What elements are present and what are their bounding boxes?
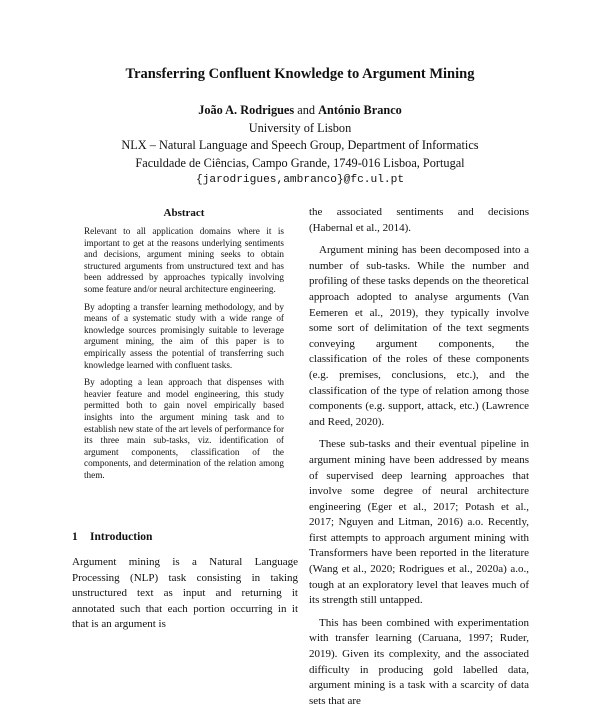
affiliation-university: University of Lisbon bbox=[248, 120, 352, 135]
right-paragraph-3: This has been combined with experimentation with transfer learning (Caruana, 1997; Ruder, 2019). Given its complexity, and the associated difficulty in producing gold labelled data, argument mining is a task with a scarcity of data sets that are bbox=[309, 616, 529, 707]
abstract-body bbox=[84, 226, 284, 487]
author-2: António Branco bbox=[318, 103, 402, 117]
author-conjunction: and bbox=[297, 103, 316, 117]
right-paragraph-2: These sub-tasks and their eventual pipeline in argument mining have been addressed by means of supervised deep learning approaches that involve some degree of neural architecture engineering (Eger et al., 2017; Potash et al., 2017; Nguyen and Litman, 2016) a.o. Recently, first attempts to approach argument mining with Transformers have been reported in the literature (Wang et al., 2020; Rodrigues et al., 2020a) a.o., tough at an exploratory level that leaves much of its strength still untapped. bbox=[309, 438, 529, 607]
author-email: {jarodrigues,ambranco}@fc.ul.pt bbox=[195, 174, 405, 186]
section-number: 1 bbox=[72, 531, 78, 543]
paper-title: Transferring Confluent Knowledge to Argument Mining bbox=[125, 66, 475, 82]
affiliation-address: Faculdade de Ciências, Campo Grande, 1749-016 Lisboa, Portugal bbox=[135, 155, 465, 170]
section-title: Introduction bbox=[90, 531, 153, 543]
author-block bbox=[0, 102, 600, 190]
author-names bbox=[0, 102, 600, 120]
abstract-paragraph-1: Relevant to all application domains where it is important to get at the reasons underlying sentiments and decisions, argument mining seeks to obtain structured arguments from unstructured text and has been addressed by approaches typically involving some feature and/or neural architecture engineering. bbox=[84, 226, 284, 294]
abstract-paragraph-3: By adopting a lean approach that dispenses with heavier feature and model engineering, this study permitted both to gain novel empirically based insights into the argument mining task and to establish new state of the art levels of performance for its three main sub-tasks, viz. identification of argument components, classification of the components, and determination of the relation among them. bbox=[84, 377, 284, 480]
abstract-paragraph-2: By adopting a transfer learning methodology, and by means of a systematic study with a wide range of knowledge sources promisingly suitable to leverage argument mining, the aim of this paper is to empirically assess the potential of transferring such knowledge learned with confluent tasks. bbox=[84, 301, 284, 370]
section-heading-introduction bbox=[72, 531, 152, 543]
author-1: João A. Rodrigues bbox=[198, 103, 295, 117]
right-paragraph-1: Argument mining has been decomposed into a number of sub-tasks. While the number and profiling of these tasks depends on the theoretical approach adopted to analyse arguments (Van Eemeren et al., 2019), they typically involve some sort of delimitation of the text segments conveying argument components, the classification of the roles of these components (e.g. premises, conclusions, etc.), and the classification of the type of relation among those components (e.g. support, attack, etc.) (Lawrence and Reed, 2020). bbox=[309, 244, 529, 428]
intro-paragraph-1: Argument mining is a Natural Language Processing (NLP) task consisting in taking unstructured text as input and returning it annotated such that each portion occurring in it that is an argument is bbox=[72, 556, 298, 631]
abstract-heading: Abstract bbox=[163, 207, 205, 219]
introduction-left-column bbox=[72, 555, 298, 633]
right-column bbox=[309, 205, 529, 716]
affiliation-group: NLX – Natural Language and Speech Group, Department of Informatics bbox=[121, 138, 479, 152]
right-paragraph-0: the associated sentiments and decisions (Habernal et al., 2014). bbox=[309, 206, 529, 234]
